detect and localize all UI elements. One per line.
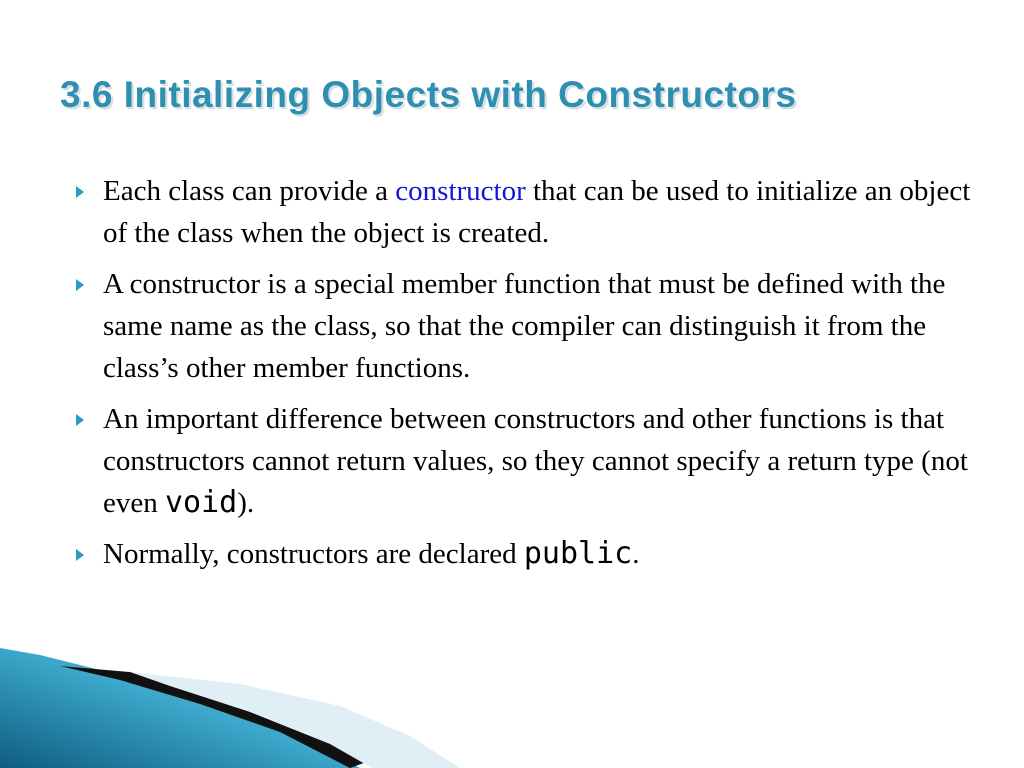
- bullet-text: [103, 268, 945, 384]
- bullet-text-segment: An important difference between constructors and other functions is that constructors cannot return values, so they cannot specify a return type (not even: [103, 403, 968, 519]
- bullet-arrow-icon: [76, 279, 84, 291]
- bullet-arrow-icon: [76, 186, 84, 198]
- bullet-item: [78, 263, 978, 389]
- bullet-arrow-icon: [76, 414, 84, 426]
- bullet-text: [103, 403, 968, 519]
- code-keyword-void: void: [165, 485, 238, 520]
- code-keyword-public: public: [523, 536, 633, 571]
- bullet-text: [103, 175, 970, 249]
- bullet-text: [103, 538, 639, 570]
- bullet-item: [78, 398, 978, 524]
- keyword-constructor: constructor: [395, 175, 526, 207]
- bullet-text-segment: that can be used to initialize an object of the class when the object is created.: [103, 175, 971, 249]
- slide-title: 3.6 Initializing Objects with Constructors: [60, 74, 797, 115]
- bullet-item: [78, 533, 978, 575]
- bullet-text-segment: Each class can provide a: [103, 175, 396, 207]
- bullet-text-segment: .: [632, 538, 640, 570]
- bullet-text-segment: ).: [237, 487, 255, 519]
- bullet-list: [78, 170, 978, 584]
- bullet-text-segment: A constructor is a special member function that must be defined with the same name as the class, so that the compiler can distinguish it from the class’s other member functions.: [103, 268, 946, 384]
- bullet-text-segment: Normally, constructors are declared: [103, 538, 524, 570]
- bullet-item: [78, 170, 978, 254]
- bullet-arrow-icon: [76, 549, 84, 561]
